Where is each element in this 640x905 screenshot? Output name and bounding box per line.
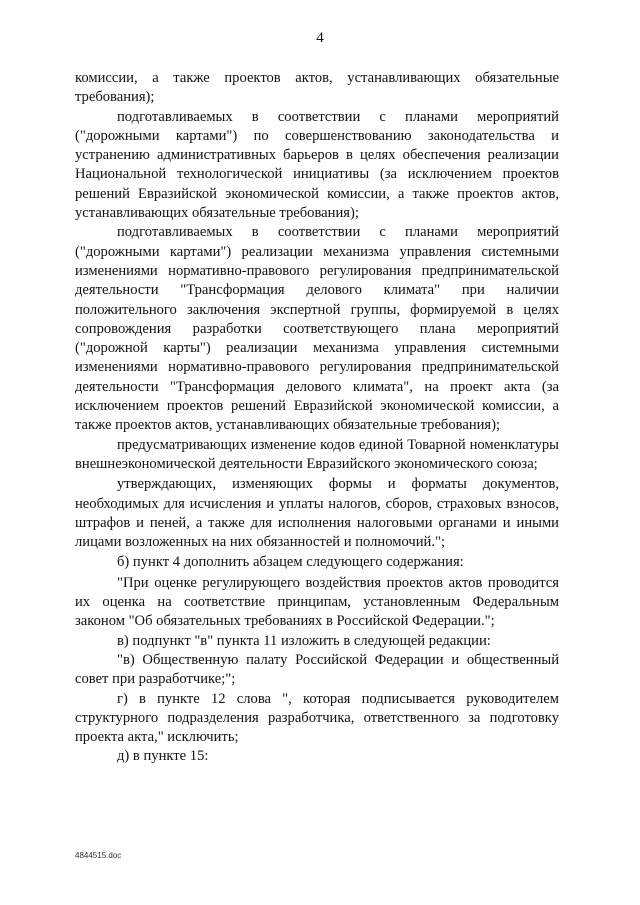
paragraph-5: утверждающих, изменяющих формы и форматы документов, необходимых для исчисления и уплаты налогов, сборов, страховых взносов, штрафов и пеней, а также для исполнения налоговыми органами и иными лицами возложенных на них обязанностей и полномочий."; <box>75 476 559 551</box>
paragraph-1: комиссии, а также проектов актов, устанавливающих обязательные требования); <box>75 70 559 106</box>
footer-file-code: 4844515.doc <box>75 851 122 860</box>
page-number: 4 <box>316 30 324 46</box>
paragraph-8: в) подпункт "в" пункта 11 изложить в следующей редакции: <box>117 632 491 649</box>
paragraph-3: подготавливаемых в соответствии с планами мероприятий ("дорожными картами") реализации механизма управления системными изменениями нормативно-правового регулирования предпринимательской деятельности "Трансформация делового климата" при наличии положительного заключения экспертной группы, формируемой в целях сопровождения разработки соответствующего плана мероприятий ("дорожной карты") реализации механизма управления системными изменениями нормативно-правового регулирования предпринимательской деятельности "Трансформация делового климата", на проект акта (за исключением проектов решений Евразийской экономической комиссии, а также проектов актов, устанавливающих обязательные требования); <box>75 224 559 434</box>
paragraph-11: д) в пункте 15: <box>117 748 209 765</box>
document-body <box>75 69 559 767</box>
paragraph-10: г) в пункте 12 слова ", которая подписывается руководителем структурного подразделения разработчика, ответственного за подготовку проекта акта," исключить; <box>75 690 559 746</box>
paragraph-6: б) пункт 4 дополнить абзацем следующего содержания: <box>117 554 464 571</box>
paragraph-4: предусматривающих изменение кодов единой Товарной номенклатуры внешнеэкономической деятельности Евразийского экономического союза; <box>75 436 559 472</box>
paragraph-2: подготавливаемых в соответствии с планами мероприятий ("дорожными картами") по совершенствованию законодательства и устранению административных барьеров в целях обеспечения реализации Национальной технологической инициативы (за исключением проектов решений Евразийской экономической комиссии, а также проектов актов, устанавливающих обязательные требования); <box>75 108 559 222</box>
paragraph-9: "в) Общественную палату Российской Федерации и общественный совет при разработчике;"; <box>75 651 559 688</box>
paragraph-7: "При оценке регулирующего воздействия проектов актов проводится их оценка на соответствие принципам, установленным Федеральным законом "Об обязательных требованиях в Российской Федерации."; <box>75 574 559 630</box>
